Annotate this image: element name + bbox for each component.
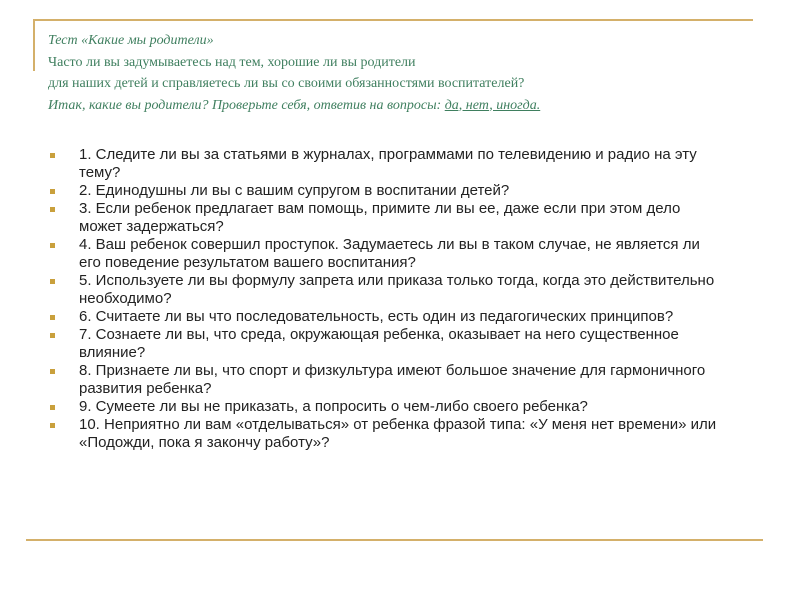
question-text: 7. Сознаете ли вы, что среда, окружающая ребенка, оказывает на него существенное влияние?	[79, 326, 679, 361]
question-text: 2. Единодушны ли вы с вашим супругом в воспитании детей?	[79, 182, 510, 199]
list-item	[50, 182, 719, 200]
question-text: 10. Неприятно ли вам «отделываться» от ребенка фразой типа: «У меня нет времени» или «Подожди, пока я закончу работу»?	[79, 416, 717, 451]
bullet-icon	[50, 369, 55, 374]
question-text: 4. Ваш ребенок совершил проступок. Задумаетесь ли вы в таком случае, не является ли его поведение результатом вашего воспитания?	[79, 236, 700, 271]
question-list	[50, 146, 720, 452]
left-decorative-rule	[33, 19, 35, 71]
question-text: 5. Используете ли вы формулу запрета или приказа только тогда, когда это действительно необходимо?	[79, 272, 715, 307]
slide-title: Тест «Какие мы родители»	[48, 33, 214, 48]
question-text: 1. Следите ли вы за статьями в журналах, программами по телевидению и радио на эту тему?	[79, 146, 697, 181]
bullet-icon	[50, 153, 55, 158]
bullet-icon	[50, 243, 55, 248]
answer-options: да, нет, иногда.	[444, 97, 541, 113]
bullet-icon	[50, 333, 55, 338]
list-item	[50, 272, 719, 308]
intro-prompt	[48, 95, 768, 117]
bullet-icon	[50, 423, 55, 428]
question-text: 9. Сумеете ли вы не приказать, а попросить о чем-либо своего ребенка?	[79, 398, 588, 415]
intro-line-2: для наших детей и справляетесь ли вы со своими обязанностями воспитателей?	[48, 76, 525, 91]
bottom-decorative-rule	[26, 539, 763, 541]
question-text: 8. Признаете ли вы, что спорт и физкультура имеют большое значение для гармоничного развития ребенка?	[79, 362, 706, 397]
list-item	[50, 362, 719, 398]
bullet-icon	[50, 405, 55, 410]
slide-header	[48, 30, 768, 116]
prompt-text: Итак, какие вы родители? Проверьте себя, ответив на вопросы:	[48, 97, 445, 113]
bullet-icon	[50, 189, 55, 194]
list-item	[50, 308, 719, 326]
list-item	[50, 398, 719, 416]
list-item	[50, 146, 719, 182]
list-item	[50, 200, 719, 236]
intro-line-1: Часто ли вы задумываетесь над тем, хорошие ли вы родители	[48, 54, 416, 70]
top-decorative-rule	[33, 19, 753, 21]
list-item	[50, 416, 719, 452]
list-item	[50, 236, 719, 272]
bullet-icon	[50, 315, 55, 320]
bullet-icon	[50, 207, 55, 212]
question-text: 6. Считаете ли вы что последовательность, есть один из педагогических принципов?	[79, 308, 674, 325]
question-text: 3. Если ребенок предлагает вам помощь, примите ли вы ее, даже если при этом дело может задержаться?	[79, 200, 681, 235]
bullet-icon	[50, 279, 55, 284]
list-item	[50, 326, 719, 362]
